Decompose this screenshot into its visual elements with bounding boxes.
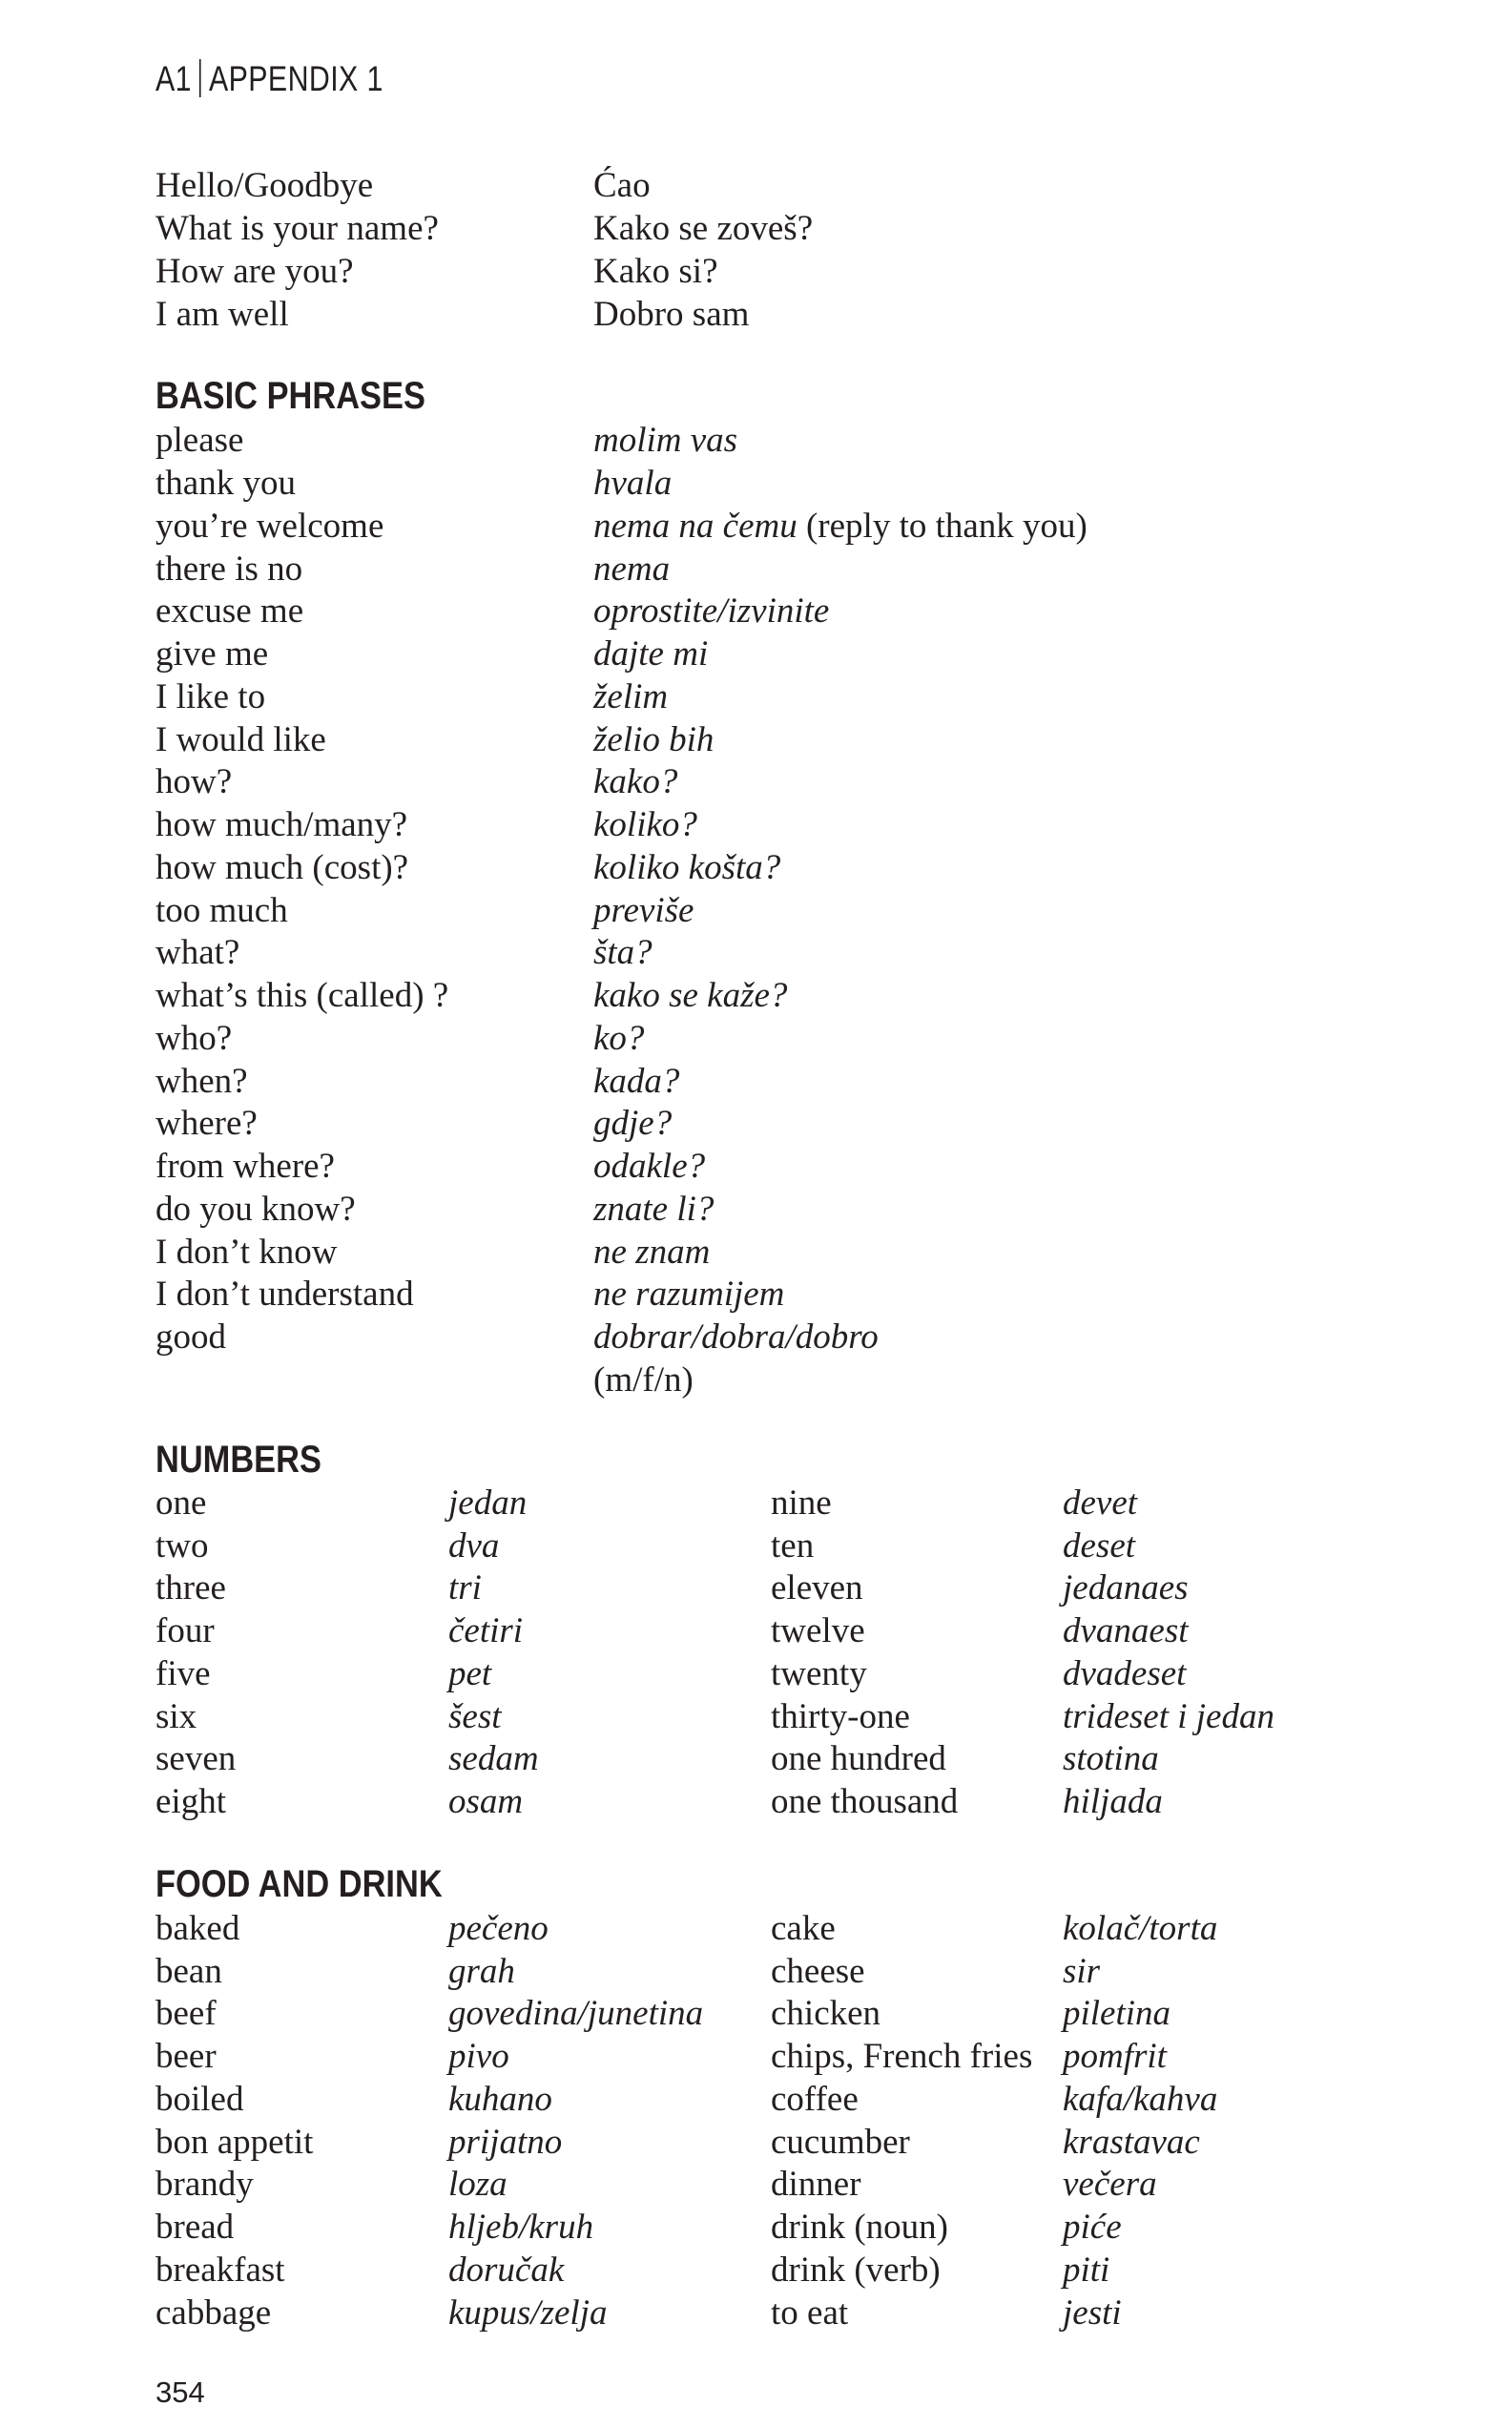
local-term: sedam [448,1739,539,1778]
local-term: želio bih [593,720,715,759]
english-term: two [155,1526,209,1566]
english-term: I don’t know [155,1233,338,1272]
english-term: nine [771,1483,832,1523]
english-term: drink (noun) [771,2208,948,2247]
phrase-row [0,1060,1512,1103]
food-row [0,1950,1512,1993]
local-term: nema na čemu [593,507,797,546]
english-term: seven [155,1739,237,1778]
local-term: trideset i jedan [1063,1697,1274,1736]
english-term: beef [155,1994,217,2033]
english-term: there is no [155,550,303,589]
local-term: piletina [1063,1994,1171,2033]
english-term: from where? [155,1147,335,1186]
english-term: dinner [771,2165,861,2204]
english-term: eleven [771,1568,863,1608]
english-term: excuse me [155,591,304,631]
local-term: nema [593,550,671,589]
food-row [0,2163,1512,2206]
local-term: kako? [593,762,678,801]
local-term: dva [448,1526,500,1566]
english-term: eight [155,1782,226,1821]
english-term: breakfast [155,2251,285,2290]
number-row [0,1609,1512,1652]
english-term: how much (cost)? [155,848,409,887]
english-term: How are you? [155,252,354,291]
local-term: loza [448,2165,507,2204]
local-term: krastavac [1063,2123,1200,2162]
english-term: cake [771,1909,836,1948]
local-term: znate li? [593,1190,715,1229]
local-term: stotina [1063,1739,1159,1778]
english-term: five [155,1654,211,1693]
local-term: osam [448,1782,524,1821]
local-term: pivo [448,2037,509,2076]
food-row [0,2292,1512,2334]
greeting-row [0,207,1512,250]
number-row [0,1737,1512,1780]
english-term: how? [155,762,233,801]
local-term: kafa/kahva [1063,2080,1218,2119]
english-term: where? [155,1104,258,1143]
section-heading-numbers: NUMBERS [155,1439,321,1481]
number-row [0,1695,1512,1738]
english-term: four [155,1611,215,1650]
local-term: deset [1063,1526,1136,1566]
phrase-row [0,1017,1512,1060]
local-term: želim [593,677,669,716]
english-term: thirty-one [771,1697,910,1736]
local-term: hljeb/kruh [448,2208,594,2247]
local-term: grah [448,1952,515,1991]
local-term: Ćao [593,166,651,205]
local-term: pet [448,1654,492,1693]
english-term: how much/many? [155,805,408,844]
english-term: thank you [155,464,296,503]
local-term: previše [593,891,694,930]
local-term: molim vas [593,421,738,460]
food-row [0,2035,1512,2078]
local-term: tri [448,1568,482,1608]
phrase-row [0,1316,1512,1359]
local-term: piti [1063,2251,1110,2290]
english-term: good [155,1317,226,1357]
local-term: dvadeset [1063,1654,1187,1693]
local-term: Kako si? [593,252,718,291]
section-heading-basic-phrases: BASIC PHRASES [155,375,425,417]
english-term: beer [155,2037,217,2076]
english-term: one hundred [771,1739,946,1778]
english-term: chicken [771,1994,881,2033]
food-row [0,2078,1512,2121]
english-term: six [155,1697,197,1736]
english-term: one thousand [771,1782,959,1821]
english-term: I don’t understand [155,1275,414,1314]
local-term: jesti [1063,2293,1122,2333]
local-term: oprostite/izvinite [593,591,830,631]
english-term: what’s this (called) ? [155,976,449,1015]
english-term: baked [155,1909,240,1948]
phrase-row [0,419,1512,462]
local-term: jedanaes [1063,1568,1189,1608]
phrase-row [0,974,1512,1017]
english-term: I like to [155,677,266,716]
local-term: odakle? [593,1147,706,1186]
local-term: ne znam [593,1233,711,1272]
english-term: Hello/Goodbye [155,166,374,205]
greeting-row [0,164,1512,207]
phrase-row [0,1231,1512,1274]
appendix-code: A1 [155,59,192,98]
local-term: gdje? [593,1104,673,1143]
english-term: boiled [155,2080,244,2119]
phrase-row [0,675,1512,718]
local-term: hvala [593,464,673,503]
number-row [0,1482,1512,1525]
local-term: jedan [448,1483,528,1523]
local-term: pomfrit [1063,2037,1167,2076]
phrase-row [0,760,1512,803]
phrase-row [0,505,1512,548]
local-term: šta? [593,933,652,972]
phrase-row [0,548,1512,591]
local-term: govedina/junetina [448,1994,704,2033]
phrase-row [0,590,1512,633]
phrase-row [0,1359,1512,1401]
local-term: ko? [593,1019,645,1058]
local-term: kako se kaže? [593,976,788,1015]
english-term: bon appetit [155,2123,314,2162]
number-row [0,1780,1512,1823]
english-term: when? [155,1062,248,1101]
english-term: I would like [155,720,326,759]
local-term: kuhano [448,2080,552,2119]
english-term: ten [771,1526,815,1566]
local-term: večera [1063,2165,1157,2204]
local-term: dvanaest [1063,1611,1189,1650]
local-term: pečeno [448,1909,549,1948]
english-term: please [155,421,244,460]
local-term: Dobro sam [593,295,750,334]
english-term: to eat [771,2293,849,2333]
usage-note: (m/f/n) [593,1360,694,1400]
phrase-row [0,462,1512,505]
english-term: give me [155,634,269,674]
phrase-row [0,718,1512,761]
english-term: twenty [771,1654,867,1693]
food-row [0,2249,1512,2292]
local-term: kupus/zelja [448,2293,608,2333]
local-term: prijatno [448,2123,563,2162]
local-term: Kako se zoveš? [593,209,814,248]
greeting-row [0,250,1512,293]
phrase-row [0,889,1512,932]
local-term: hiljada [1063,1782,1163,1821]
english-term: do you know? [155,1190,356,1229]
usage-note: (reply to thank you) [797,507,1087,546]
phrase-row [0,633,1512,675]
local-term: četiri [448,1611,524,1650]
local-term: piće [1063,2208,1122,2247]
local-term: dobrar/dobra/dobro [593,1317,879,1357]
phrase-row [0,803,1512,846]
english-term: three [155,1568,226,1608]
local-term: koliko košta? [593,848,781,887]
english-term: what? [155,933,240,972]
english-term: chips, French fries [771,2037,1033,2076]
local-term: koliko? [593,805,697,844]
divider [199,59,201,97]
phrase-row [0,1188,1512,1231]
number-row [0,1652,1512,1695]
section-heading-food-and-drink: FOOD AND DRINK [155,1863,443,1905]
local-term: devet [1063,1483,1138,1523]
english-term: What is your name? [155,209,439,248]
english-term: cheese [771,1952,865,1991]
food-row [0,1907,1512,1950]
page-number: 354 [155,2375,205,2409]
english-term: cucumber [771,2123,910,2162]
appendix-title: APPENDIX 1 [208,59,383,98]
english-term: I am well [155,295,289,334]
local-term: sir [1063,1952,1101,1991]
local-term: ne razumijem [593,1275,785,1314]
english-term: one [155,1483,207,1523]
phrase-row [0,846,1512,889]
english-term: cabbage [155,2293,272,2333]
local-term: doručak [448,2251,565,2290]
phrase-row [0,1145,1512,1188]
food-row [0,2121,1512,2164]
local-term: kada? [593,1062,680,1101]
food-row [0,2206,1512,2249]
english-term: coffee [771,2080,859,2119]
phrase-row [0,931,1512,974]
food-row [0,1992,1512,2035]
english-term: too much [155,891,288,930]
english-term: bean [155,1952,222,1991]
english-term: bread [155,2208,235,2247]
local-term: kolač/torta [1063,1909,1218,1948]
running-head [155,59,383,99]
phrase-row [0,1102,1512,1145]
phrase-row [0,1273,1512,1316]
greeting-row [0,293,1512,336]
english-term: twelve [771,1611,865,1650]
english-term: drink (verb) [771,2251,941,2290]
english-term: you’re welcome [155,507,384,546]
english-term: brandy [155,2165,254,2204]
english-term: who? [155,1019,233,1058]
number-row [0,1566,1512,1609]
local-term: šest [448,1697,502,1736]
number-row [0,1525,1512,1567]
local-term: dajte mi [593,634,709,674]
